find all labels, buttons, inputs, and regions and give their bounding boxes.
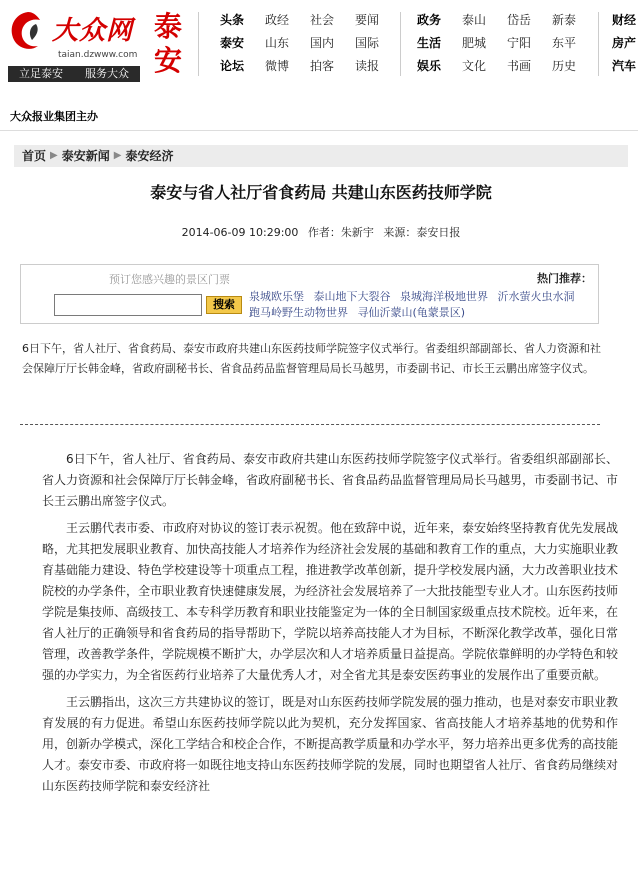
logo-url: taian.dzwww.com [58,50,138,60]
nav-link[interactable]: 娱乐 [417,59,442,73]
logo-city: 泰安 [153,10,182,77]
article-title: 泰安与省人社厅省食药局 共建山东医药技师学院 [150,183,492,202]
nav-link[interactable]: 生活 [417,36,442,50]
nav-link[interactable]: 汽车 [612,59,637,73]
nav-link[interactable]: 论坛 [220,59,245,73]
nav-group-3 [612,14,638,72]
article-source: 来源：泰安日报 [383,226,461,239]
nav-link[interactable]: 文化 [462,59,487,73]
article-paragraph: 王云鹏代表市委、市政府对协议的签订表示祝贺。他在致辞中说，近年来，泰安始终坚持教育优先发展战略，尤其把发展职业教育、加快高技能人才培养作为经济社会发展的基础和教育工作的重点，大力实施职业教育基础能力建设、特色学校建设等十项重点工程，推进教学改革创新，提升学校发展内涵，大力改善职业技术院校的办学条件，全市职业教育快速健康发展，为经济社会发展培养了一大批技能型专业人才。山东医药技师学院是集技师、高级技工、本专科学历教育和职业技能鉴定为一体的全日制国家级重点技术院校。近年来，在省人社厅的正确领导和省食药局的指导帮助下，学院以培养高技能人才为目标，不断深化教学改革，强化日常管理，改善教学条件，学院规模不断扩大，办学层次和人才培养质量日益提高。学院依靠鲜明的办学特色和较强的办学实力，为全省医药行业培养了大量优秀人才，对全省尤其是泰安医药事业的发展作出了重要贡献。 [42,521,619,682]
header-divider [598,12,599,76]
nav-link[interactable]: 泰山 [462,13,487,27]
nav-link[interactable]: 财经 [612,13,637,27]
nav-link[interactable]: 新泰 [552,13,577,27]
nav-link[interactable]: 历史 [552,59,577,73]
site-logo[interactable] [0,4,196,82]
nav-link[interactable]: 头条 [220,13,245,27]
hot-link[interactable]: 泉城海洋极地世界 [400,290,488,303]
search-button[interactable]: 搜索 [206,296,242,314]
chevron-right-icon: ▶ [113,150,122,161]
search-hint: 预订您感兴趣的景区门票 [109,273,230,286]
hot-recommend-label: 热门推荐： [537,272,592,285]
hot-link[interactable]: 寻仙沂蒙山(龟蒙景区) [357,306,466,319]
nav-link[interactable]: 社会 [310,13,335,27]
nav-link[interactable]: 国际 [355,36,380,50]
nav-link[interactable]: 要闻 [355,13,380,27]
nav-link[interactable]: 山东 [265,36,290,50]
article-datetime: 2014-06-09 10:29:00 [181,226,299,239]
nav-group-2 [417,14,597,72]
search-input[interactable] [54,294,202,316]
slogan-strip [8,66,140,82]
nav-link[interactable]: 宁阳 [507,36,532,50]
nav-link[interactable]: 微博 [265,59,290,73]
divider [0,130,638,131]
header-divider [400,12,401,76]
hot-link[interactable]: 跑马岭野生动物世界 [249,306,348,319]
slogan-left: 立足泰安 [19,67,63,80]
nav-link[interactable]: 泰安 [220,36,245,50]
logo-title: 大众网 [52,16,134,46]
dashed-divider [20,424,600,425]
breadcrumb [14,145,628,167]
chevron-right-icon: ▶ [50,150,58,161]
article-meta [14,224,628,240]
slogan-right: 服务大众 [85,67,129,80]
article-paragraph: 6日下午，省人社厅、省食药局、泰安市政府共建山东医药技师学院签字仪式举行。省委组织部副部长、省人力资源和社会保障厅厅长韩金峰，省政府副秘书长、省食品药品监督管理局局长马越男，市委副书记、市长王云鹏出席签字仪式。 [42,452,619,508]
nav-link[interactable]: 书画 [507,59,532,73]
hot-link[interactable]: 沂水萤火虫水洞 [497,290,575,303]
breadcrumb-economy[interactable]: 泰安经济 [125,149,174,163]
nav-link[interactable]: 国内 [310,36,335,50]
nav-link[interactable]: 岱岳 [507,13,532,27]
nav-link[interactable]: 东平 [552,36,577,50]
breadcrumb-home[interactable]: 首页 [22,149,47,163]
nav-link[interactable]: 政务 [417,13,442,27]
article-summary: 6日下午，省人社厅、省食药局、泰安市政府共建山东医药技师学院签字仪式举行。省委组织部副部长、省人力资源和社会保障厅厅长韩金峰，省政府副秘书长、省食品药品监督管理局局长马越男，市委副书记、市长王云鹏出席签字仪式。 [22,342,601,375]
nav-link[interactable]: 读报 [355,59,380,73]
nav-link[interactable]: 房产 [612,36,637,50]
sponsor-text: 大众报业集团主办 [10,110,98,123]
ticket-search-panel [20,264,599,324]
article-author: 作者：朱新宇 [307,226,374,239]
breadcrumb-news[interactable]: 泰安新闻 [61,149,110,163]
site-header [0,0,638,84]
nav-link[interactable]: 拍客 [310,59,335,73]
hot-link[interactable]: 泉城欧乐堡 [249,290,304,303]
hot-recommend-links [249,289,599,321]
logo-swirl-icon [6,8,50,58]
article-paragraph: 王云鹏指出，这次三方共建协议的签订，既是对山东医药技师学院发展的强力推动，也是对泰安市职业教育发展的有力促进。希望山东医药技师学院以此为契机，充分发挥国家、省高技能人才培养基地的优势和作用，创新办学模式，深化工学结合和校企合作，不断提高教学质量和办学水平，努力培养出更多优秀的高技能人才。泰安市委、市政府将一如既往地支持山东医药技师学院的发展，同时也期望省人社厅、省食药局继续对山东医药技师学院和泰安经济社 [42,695,619,793]
hot-link[interactable]: 泰山地下大裂谷 [313,290,391,303]
header-divider [198,12,199,76]
nav-group-1 [220,14,400,72]
nav-link[interactable]: 肥城 [462,36,487,50]
article-body [42,449,618,803]
nav-link[interactable]: 政经 [265,13,290,27]
sponsor-bar [0,106,638,124]
